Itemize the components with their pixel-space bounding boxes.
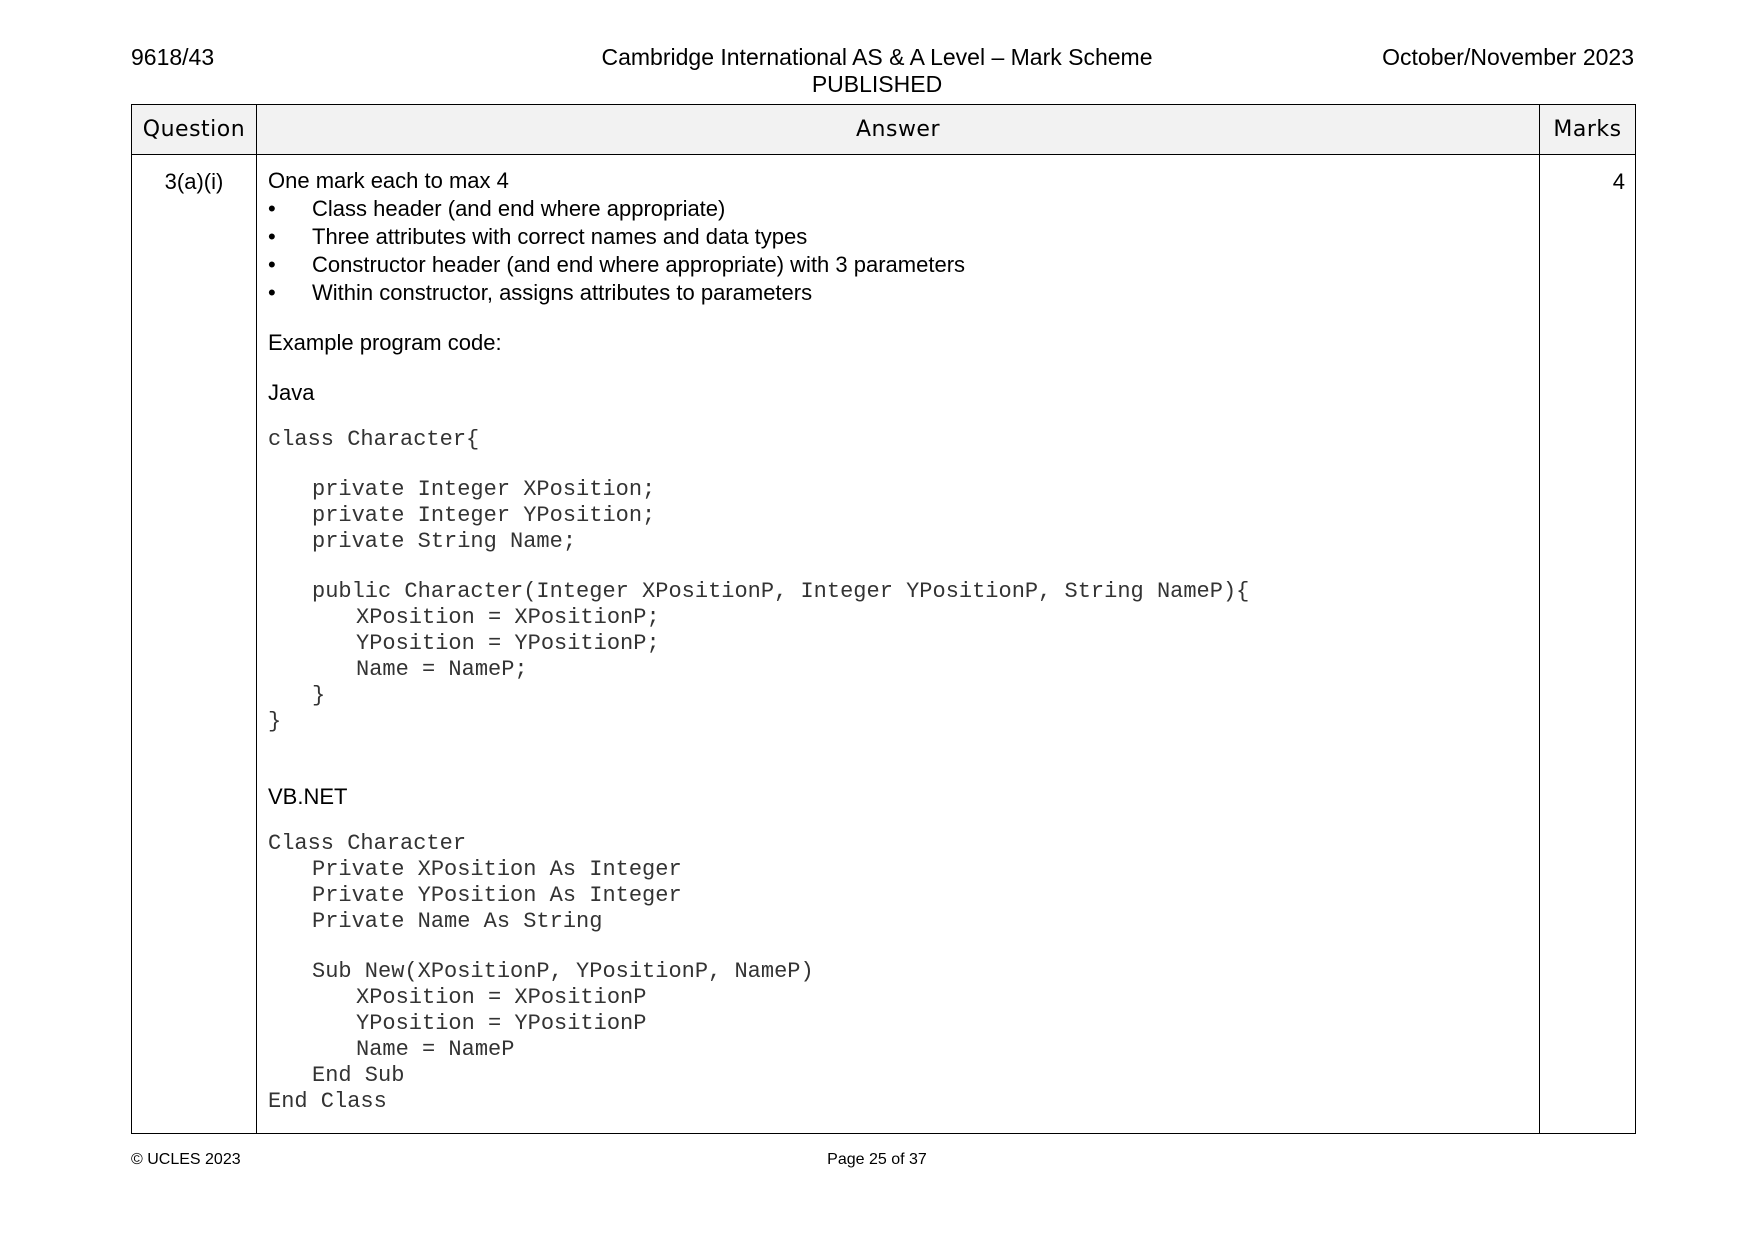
table-row bbox=[132, 155, 1636, 1134]
java-label: Java bbox=[268, 380, 315, 405]
mark-point: • Within constructor, assigns attributes to parameters bbox=[268, 279, 1529, 307]
code-line: Private Name As String bbox=[312, 909, 603, 934]
mark-points-list bbox=[268, 195, 1529, 307]
answer-cell bbox=[257, 155, 1540, 1134]
code-line: public Character(Integer XPositionP, Integer YPositionP, String NameP){ bbox=[312, 579, 1250, 604]
code-line: } bbox=[312, 683, 326, 708]
code-line: YPosition = YPositionP bbox=[356, 1011, 647, 1036]
code-line: private String Name; bbox=[312, 529, 577, 554]
paper-code: 9618/43 bbox=[131, 44, 215, 70]
marks-value: 4 bbox=[1540, 155, 1636, 1134]
published-label: PUBLISHED bbox=[811, 71, 943, 97]
vbnet-code-block bbox=[268, 831, 1529, 1115]
code-line: YPosition = YPositionP; bbox=[356, 631, 660, 656]
marks-column-header: Marks bbox=[1540, 105, 1636, 155]
code-line: private Integer XPosition; bbox=[312, 477, 656, 502]
code-line: Private XPosition As Integer bbox=[312, 857, 682, 882]
code-line: End Sub bbox=[312, 1063, 405, 1088]
marking-intro: One mark each to max 4 bbox=[268, 168, 509, 193]
mark-point: • Three attributes with correct names and data types bbox=[268, 223, 1529, 251]
title-line: Cambridge International AS & A Level – Mark Scheme bbox=[601, 44, 1153, 70]
code-line: Class Character bbox=[268, 831, 467, 856]
code-line: Sub New(XPositionP, YPositionP, NameP) bbox=[312, 959, 814, 984]
code-line: XPosition = XPositionP bbox=[356, 985, 647, 1010]
code-line: } bbox=[268, 709, 282, 734]
vbnet-label: VB.NET bbox=[268, 784, 348, 809]
question-column-header: Question bbox=[132, 105, 257, 155]
copyright-notice: © UCLES 2023 bbox=[131, 1151, 241, 1168]
page-number: Page 25 of 37 bbox=[827, 1151, 927, 1168]
code-line: Private YPosition As Integer bbox=[312, 883, 682, 908]
code-line: private Integer YPosition; bbox=[312, 503, 656, 528]
mark-scheme-table bbox=[131, 104, 1636, 1134]
mark-point: • Class header (and end where appropriate) bbox=[268, 195, 1529, 223]
code-line: End Class bbox=[268, 1089, 387, 1114]
java-code-block bbox=[268, 427, 1529, 735]
answer-column-header: Answer bbox=[257, 105, 1540, 155]
table-header-row bbox=[132, 105, 1636, 155]
code-line: Name = NameP bbox=[356, 1037, 515, 1062]
exam-session: October/November 2023 bbox=[1382, 44, 1634, 70]
code-line: class Character{ bbox=[268, 427, 480, 452]
question-number: 3(a)(i) bbox=[132, 155, 257, 1134]
code-line: XPosition = XPositionP; bbox=[356, 605, 660, 630]
code-line: Name = NameP; bbox=[356, 657, 528, 682]
example-label: Example program code: bbox=[268, 330, 502, 355]
mark-point: • Constructor header (and end where appropriate) with 3 parameters bbox=[268, 251, 1529, 279]
